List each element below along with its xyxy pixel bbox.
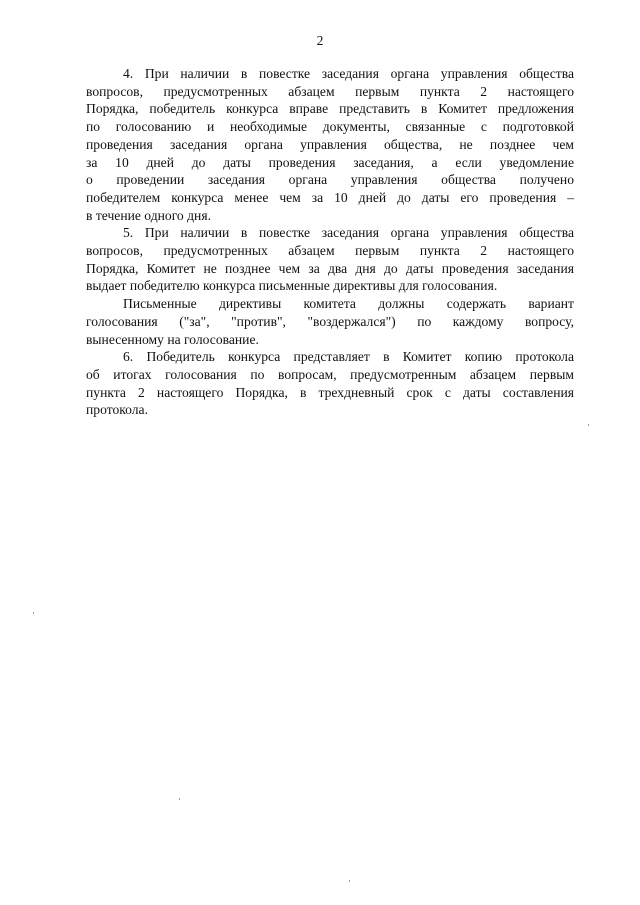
paragraph-line: 4. При наличии в повестке заседания органа управления общества (123, 66, 574, 81)
paragraph-line: Порядка, победитель конкурса вправе представить в Комитет предложения (86, 101, 574, 117)
paragraph-item-4 (86, 65, 574, 224)
paragraph-line: Порядка, Комитет не позднее чем за два дня до даты проведения заседания (86, 260, 574, 276)
paragraph-line: 5. При наличии в повестке заседания органа управления общества (123, 225, 574, 241)
paragraph-line: 6. Победитель конкурса представляет в Комитет копию протокола (123, 349, 574, 365)
paragraph-item-5 (86, 224, 574, 295)
scan-speck (179, 798, 180, 800)
scan-speck (588, 424, 589, 426)
paragraph-line: за 10 дней до даты проведения заседания, а если уведомление (86, 154, 574, 170)
paragraph-item-6 (86, 348, 574, 419)
paragraph-line: Письменные директивы комитета должны содержать вариант (123, 296, 574, 312)
paragraph-line: в течение одного дня. (86, 207, 211, 223)
scan-speck (349, 880, 350, 882)
paragraph-line: пункта 2 настоящего Порядка, в трехдневный срок с даты составления (86, 384, 574, 400)
paragraph-line: победителем конкурса менее чем за 10 дней до даты его проведения – (86, 189, 574, 205)
page-number: 2 (316, 33, 324, 48)
paragraph-line: по голосованию и необходимые документы, связанные с подготовкой (86, 119, 574, 135)
paragraph-line: голосования ("за", "против", "воздержался") по каждому вопросу, (86, 313, 574, 329)
document-body (86, 65, 574, 419)
paragraph-line: о проведении заседания органа управления общества получено (86, 172, 574, 188)
paragraph-line: об итогах голосования по вопросам, предусмотренным абзацем первым (86, 366, 574, 382)
paragraph-line: вынесенному на голосование. (86, 331, 259, 347)
paragraph-line: вопросов, предусмотренных абзацем первым пункта 2 настоящего (86, 243, 574, 259)
paragraph-line: проведения заседания органа управления общества, не позднее чем (86, 136, 574, 152)
paragraph-line: выдает победителю конкурса письменные директивы для голосования. (86, 278, 498, 294)
paragraph-line: протокола. (86, 402, 148, 418)
paragraph-directives (86, 295, 574, 348)
scan-speck (33, 612, 34, 614)
paragraph-line: вопросов, предусмотренных абзацем первым пункта 2 настоящего (86, 83, 574, 99)
